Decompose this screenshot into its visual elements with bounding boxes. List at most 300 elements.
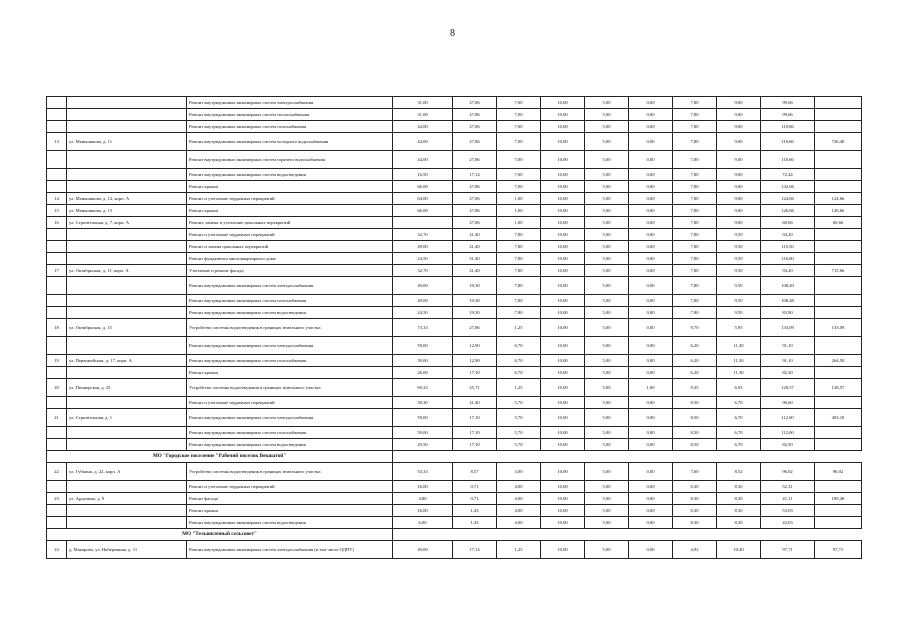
value-cell: 27,86 (453, 121, 497, 133)
row-number (47, 517, 67, 529)
house-total-cell: 97,71 (815, 541, 862, 559)
house-total-cell (815, 505, 862, 517)
value-cell: 94,20 (761, 229, 815, 241)
value-cell: 9,00 (717, 109, 761, 121)
value-cell: 17,14 (453, 169, 497, 181)
address-cell (67, 481, 187, 493)
value-cell: 0,00 (629, 265, 673, 277)
group-filler (393, 451, 862, 463)
value-cell: 10,00 (541, 295, 585, 307)
value-cell: 10,00 (541, 481, 585, 493)
row-number (47, 367, 67, 379)
value-cell: 53,03 (761, 505, 815, 517)
value-cell: 3,00 (497, 463, 541, 481)
work-type-cell: Ремонт внутридомовых инженерных систем теплоснабжения (187, 109, 393, 121)
work-type-cell: Ремонт внутридомовых инженерных систем горячего водоснабжения (187, 151, 393, 169)
table-row (47, 367, 862, 379)
address-cell (67, 307, 187, 319)
value-cell: 5,00 (585, 481, 629, 493)
value-cell: 6,70 (497, 367, 541, 379)
work-type-cell: Устройство системы водоотведения в границах земельного участка (187, 379, 393, 397)
house-total-cell: 189,48 (815, 493, 862, 505)
value-cell: 17,10 (453, 367, 497, 379)
address-cell: ул. Меньшикова, д. 15 (67, 205, 187, 217)
value-cell: 10,00 (541, 253, 585, 265)
value-cell: 5,95 (717, 319, 761, 337)
value-cell: 72,44 (761, 169, 815, 181)
table-row (47, 427, 862, 439)
value-cell: 24,50 (393, 253, 453, 265)
value-cell: 1,25 (497, 541, 541, 559)
value-cell: 4,92 (673, 541, 717, 559)
value-cell: 0,00 (629, 241, 673, 253)
value-cell: 10,00 (541, 229, 585, 241)
value-cell: 8,50 (673, 427, 717, 439)
table-row (47, 133, 862, 151)
value-cell: 52,31 (761, 481, 815, 493)
value-cell: 10,00 (541, 463, 585, 481)
value-cell: 9,00 (717, 217, 761, 229)
address-cell: ул. Пионерская, д. 25 (67, 379, 187, 397)
house-total-cell (815, 439, 862, 451)
value-cell: 1,00 (497, 193, 541, 205)
house-total-cell: 96,02 (815, 463, 862, 481)
work-type-cell: Ремонт внутридомовых инженерных систем электроснабжения (187, 409, 393, 427)
value-cell: 0,00 (629, 229, 673, 241)
value-cell: 0,00 (629, 307, 673, 319)
work-type-cell: Ремонт крыши (187, 181, 393, 193)
value-cell: 10,00 (541, 205, 585, 217)
value-cell: 21,40 (453, 241, 497, 253)
value-cell: 27,86 (453, 193, 497, 205)
value-cell: 5,00 (585, 493, 629, 505)
value-cell: 6,93 (717, 379, 761, 397)
value-cell: 5,70 (497, 409, 541, 427)
page-number: 8 (450, 28, 455, 39)
table-row (47, 439, 862, 451)
value-cell: 10,00 (541, 493, 585, 505)
value-cell: 116,00 (761, 253, 815, 265)
row-number: 16 (47, 217, 67, 229)
value-cell: 0,00 (629, 439, 673, 451)
value-cell: 91,10 (761, 355, 815, 367)
house-total-cell: 715,66 (815, 265, 862, 277)
value-cell: 8,52 (717, 463, 761, 481)
house-total-cell (815, 367, 862, 379)
table-row (47, 229, 862, 241)
house-total-cell (815, 517, 862, 529)
table-row (47, 307, 862, 319)
row-number: 21 (47, 409, 67, 427)
value-cell: 9,35 (673, 379, 717, 397)
row-number (47, 229, 67, 241)
row-number: 17 (47, 265, 67, 277)
row-number (47, 295, 67, 307)
work-type-cell: Ремонт внутридомовых инженерных систем водоотведения (187, 169, 393, 181)
value-cell: 5,00 (585, 505, 629, 517)
work-type-cell: Ремонт крыши (187, 367, 393, 379)
value-cell: 12,90 (453, 337, 497, 355)
row-number (47, 253, 67, 265)
value-cell: 10,00 (541, 409, 585, 427)
value-cell: 10,00 (541, 319, 585, 337)
value-cell: 10,00 (541, 241, 585, 253)
row-number (47, 307, 67, 319)
house-total-cell (815, 337, 862, 355)
work-type-cell: Ремонт и утепление чердачных перекрытий (187, 481, 393, 493)
value-cell: 0,00 (629, 151, 673, 169)
table-body (47, 97, 862, 559)
address-cell: ул. Строительная, д. 1 (67, 409, 187, 427)
table-row (47, 517, 862, 529)
value-cell: 5,00 (585, 295, 629, 307)
value-cell: 9,50 (717, 277, 761, 295)
address-cell (67, 181, 187, 193)
value-cell: 99,66 (761, 97, 815, 109)
address-cell (67, 109, 187, 121)
value-cell: 0,71 (453, 493, 497, 505)
value-cell: 44,00 (393, 151, 453, 169)
value-cell: 7,80 (673, 277, 717, 295)
value-cell: 10,00 (541, 265, 585, 277)
value-cell: 97,71 (761, 541, 815, 559)
value-cell: 21,40 (453, 265, 497, 277)
address-cell: ул. Октябрьская, д. 11, корп. А (67, 265, 187, 277)
work-type-cell: Устройство системы водоотведения в границах земельного участка (187, 319, 393, 337)
table-row (47, 337, 862, 355)
value-cell: 39,00 (393, 355, 453, 367)
value-cell: 10,00 (541, 277, 585, 295)
value-cell: 7,80 (497, 253, 541, 265)
value-cell: 5,00 (585, 169, 629, 181)
value-cell: 10,00 (541, 541, 585, 559)
address-cell (67, 277, 187, 295)
value-cell: 31,00 (393, 109, 453, 121)
row-number: 15 (47, 205, 67, 217)
value-cell: 31,00 (393, 97, 453, 109)
value-cell: 9,00 (717, 151, 761, 169)
value-cell: 9,00 (717, 133, 761, 151)
value-cell: 51,40 (453, 253, 497, 265)
table-row (47, 493, 862, 505)
work-type-cell: Ремонт фасада (187, 493, 393, 505)
value-cell: 10,00 (541, 181, 585, 193)
row-number: 14 (47, 193, 67, 205)
value-cell: 0,00 (629, 481, 673, 493)
value-cell: 94,20 (761, 265, 815, 277)
value-cell: 5,00 (585, 121, 629, 133)
value-cell: 5,00 (585, 193, 629, 205)
value-cell: 7,80 (673, 133, 717, 151)
value-cell: 10,00 (541, 217, 585, 229)
value-cell: 0,00 (629, 517, 673, 529)
value-cell: 49,00 (393, 295, 453, 307)
value-cell: 8,30 (673, 517, 717, 529)
value-cell: 7,80 (673, 97, 717, 109)
value-cell: 21,40 (453, 397, 497, 409)
work-type-cell: Ремонт внутридомовых инженерных систем газоснабжения (187, 355, 393, 367)
value-cell: 6,20 (673, 367, 717, 379)
value-cell: 99,66 (761, 109, 815, 121)
value-cell: 0,00 (629, 121, 673, 133)
value-cell: 7,80 (497, 265, 541, 277)
value-cell: 8,57 (453, 463, 497, 481)
value-cell: 66,00 (393, 205, 453, 217)
value-cell: 4,80 (393, 493, 453, 505)
value-cell: 21,40 (453, 229, 497, 241)
value-cell: 112,00 (761, 409, 815, 427)
value-cell: 24,50 (393, 307, 453, 319)
value-cell: 8,30 (717, 481, 761, 493)
value-cell (393, 217, 453, 229)
value-cell: 0,71 (453, 481, 497, 493)
value-cell: 5,00 (585, 253, 629, 265)
address-cell (67, 427, 187, 439)
value-cell: 17,10 (453, 439, 497, 451)
work-type-cell: Ремонт и замена цокольных перекрытий (187, 241, 393, 253)
value-cell: 7,80 (497, 229, 541, 241)
value-cell: 1,00 (497, 217, 541, 229)
value-cell: 43,03 (761, 517, 815, 529)
value-cell: 27,86 (453, 181, 497, 193)
house-total-cell (815, 121, 862, 133)
address-cell (67, 337, 187, 355)
value-cell: 9,50 (717, 307, 761, 319)
value-cell: 27,86 (453, 133, 497, 151)
value-cell: 5,00 (585, 205, 629, 217)
value-cell: 110,50 (761, 241, 815, 253)
house-total-cell (815, 181, 862, 193)
value-cell: 5,00 (585, 517, 629, 529)
value-cell: 5,00 (585, 337, 629, 355)
address-cell (67, 229, 187, 241)
value-cell: 10,40 (717, 541, 761, 559)
value-cell: 7,80 (673, 109, 717, 121)
value-cell: 7,80 (673, 295, 717, 307)
address-cell: ул. Первомайская, д. 17, корп. А (67, 355, 187, 367)
row-number: 18 (47, 319, 67, 337)
row-number (47, 397, 67, 409)
value-cell: 8,50 (673, 439, 717, 451)
repair-cost-table (46, 96, 862, 559)
value-cell: 64,00 (393, 193, 453, 205)
house-total-cell (815, 151, 862, 169)
address-cell (67, 517, 187, 529)
address-cell (67, 97, 187, 109)
value-cell: 5,00 (585, 367, 629, 379)
address-cell: ул. Губкина, д. 22, корп. А (67, 463, 187, 481)
value-cell: 5,00 (585, 307, 629, 319)
value-cell: 41,11 (761, 493, 815, 505)
value-cell: 17,14 (453, 541, 497, 559)
value-cell: 10,00 (541, 517, 585, 529)
value-cell: 0,00 (629, 169, 673, 181)
address-cell: ул. Меньшикова, д. 11 (67, 133, 187, 151)
value-cell: 16,00 (393, 481, 453, 493)
work-type-cell: Ремонт фундамента многоквартирного дома (187, 253, 393, 265)
address-cell: ул. Ардалина, д. 9 (67, 493, 187, 505)
value-cell: 49,00 (393, 541, 453, 559)
value-cell: 83,90 (761, 307, 815, 319)
value-cell: 7,80 (673, 217, 717, 229)
value-cell: 59,00 (393, 409, 453, 427)
address-cell (67, 253, 187, 265)
house-total-cell (815, 277, 862, 295)
house-total-cell (815, 397, 862, 409)
house-total-cell (815, 97, 862, 109)
value-cell: 10,00 (541, 193, 585, 205)
value-cell: 7,80 (673, 181, 717, 193)
value-cell: 7,80 (673, 307, 717, 319)
work-type-cell: Ремонт внутридомовых инженерных систем водоотведения (187, 439, 393, 451)
value-cell: 8,30 (717, 493, 761, 505)
value-cell: 9,70 (673, 319, 717, 337)
value-cell: 0,00 (629, 493, 673, 505)
house-total-cell (815, 169, 862, 181)
table-row (47, 253, 862, 265)
table-row (47, 181, 862, 193)
value-cell: 49,00 (393, 277, 453, 295)
value-cell: 5,00 (585, 109, 629, 121)
address-cell (67, 121, 187, 133)
value-cell: 112,00 (761, 427, 815, 439)
house-total-cell: 124,66 (815, 193, 862, 205)
value-cell: 8,30 (673, 493, 717, 505)
value-cell: 11,30 (717, 355, 761, 367)
address-cell: ул. Меньшикова, д. 12, корп. А (67, 193, 187, 205)
value-cell: 0,00 (629, 205, 673, 217)
table-row (47, 409, 862, 427)
value-cell: 73,33 (393, 319, 453, 337)
value-cell: 7,80 (673, 169, 717, 181)
value-cell: 0,00 (629, 337, 673, 355)
value-cell: 8,30 (673, 481, 717, 493)
value-cell: 17,10 (453, 427, 497, 439)
value-cell: 6,70 (717, 427, 761, 439)
value-cell: 9,00 (717, 181, 761, 193)
value-cell: 32,70 (393, 229, 453, 241)
address-cell (67, 169, 187, 181)
value-cell: 1,43 (453, 505, 497, 517)
value-cell: 5,70 (497, 397, 541, 409)
value-cell: 10,00 (541, 337, 585, 355)
table-row (47, 265, 862, 277)
value-cell: 39,30 (393, 397, 453, 409)
table-row (47, 319, 862, 337)
value-cell: 32,70 (393, 265, 453, 277)
value-cell: 4,00 (497, 505, 541, 517)
house-total-cell (815, 229, 862, 241)
value-cell: 7,00 (497, 181, 541, 193)
value-cell: 6,70 (717, 397, 761, 409)
row-number (47, 277, 67, 295)
value-cell: 91,10 (761, 337, 815, 355)
row-number (47, 181, 67, 193)
value-cell: 9,50 (717, 265, 761, 277)
value-cell: 27,86 (453, 151, 497, 169)
value-cell: 19,30 (453, 295, 497, 307)
value-cell: 0,00 (629, 367, 673, 379)
value-cell: 0,00 (629, 109, 673, 121)
work-type-cell: Ремонт внутридомовых инженерных систем электроснабжения (187, 337, 393, 355)
value-cell: 82,50 (761, 439, 815, 451)
house-total-cell (815, 253, 862, 265)
value-cell: 1,43 (453, 517, 497, 529)
address-cell (67, 439, 187, 451)
value-cell: 16,00 (393, 505, 453, 517)
value-cell: 60,66 (761, 217, 815, 229)
value-cell: 5,00 (585, 439, 629, 451)
value-cell: 5,00 (585, 427, 629, 439)
value-cell: 5,00 (585, 379, 629, 397)
value-cell: 7,60 (673, 463, 717, 481)
work-type-cell: Ремонт внутридомовых инженерных систем водоотведения (187, 517, 393, 529)
value-cell: 16,50 (393, 169, 453, 181)
value-cell: 8,30 (717, 505, 761, 517)
value-cell: 0,00 (629, 277, 673, 295)
value-cell: 6,70 (717, 409, 761, 427)
house-total-cell (815, 481, 862, 493)
value-cell: 10,00 (541, 397, 585, 409)
table-row (47, 217, 862, 229)
house-total-cell (815, 109, 862, 121)
value-cell: 10,00 (541, 427, 585, 439)
value-cell: 5,00 (585, 217, 629, 229)
row-number (47, 121, 67, 133)
work-type-cell: Ремонт внутридомовых инженерных систем газоснабжения (187, 427, 393, 439)
value-cell: 9,00 (717, 97, 761, 109)
value-cell: 27,86 (453, 319, 497, 337)
value-cell: 7,80 (673, 253, 717, 265)
value-cell: 7,80 (497, 307, 541, 319)
value-cell: 96,60 (761, 397, 815, 409)
work-type-cell: Ремонт, замена и утепление цокольных перекрытий (187, 217, 393, 229)
value-cell: 0,00 (629, 295, 673, 307)
value-cell: 8,30 (717, 517, 761, 529)
value-cell: 66,00 (393, 181, 453, 193)
value-cell: 10,00 (541, 133, 585, 151)
address-cell: ул. Строительная, д. 7, корп. А (67, 217, 187, 229)
value-cell: 10,00 (541, 367, 585, 379)
value-cell: 0,00 (629, 217, 673, 229)
value-cell: 5,00 (585, 265, 629, 277)
row-number (47, 427, 67, 439)
value-cell: 8,50 (673, 397, 717, 409)
work-type-cell: Ремонт крыши (187, 205, 393, 217)
value-cell: 7,00 (497, 133, 541, 151)
value-cell: 9,00 (717, 169, 761, 181)
address-cell (67, 367, 187, 379)
value-cell: 0,00 (629, 319, 673, 337)
value-cell: 9,00 (717, 121, 761, 133)
value-cell: 53,33 (393, 463, 453, 481)
value-cell: 9,50 (717, 253, 761, 265)
value-cell: 9,50 (717, 295, 761, 307)
value-cell: 44,00 (393, 133, 453, 151)
value-cell: 1,25 (497, 379, 541, 397)
table-row (47, 463, 862, 481)
work-type-cell: Ремонт и утепление чердачных перекрытий (187, 193, 393, 205)
row-number: 20 (47, 379, 67, 397)
work-type-cell: Ремонт и утепление чердачных перекрытий (187, 397, 393, 409)
address-cell (67, 505, 187, 517)
value-cell: 5,70 (497, 439, 541, 451)
value-cell: 0,00 (629, 505, 673, 517)
value-cell: 6,70 (497, 337, 541, 355)
municipality-title: МО "Тельвисочный сельсовет" (47, 529, 393, 541)
value-cell: 9,00 (717, 205, 761, 217)
value-cell: 12,90 (453, 355, 497, 367)
